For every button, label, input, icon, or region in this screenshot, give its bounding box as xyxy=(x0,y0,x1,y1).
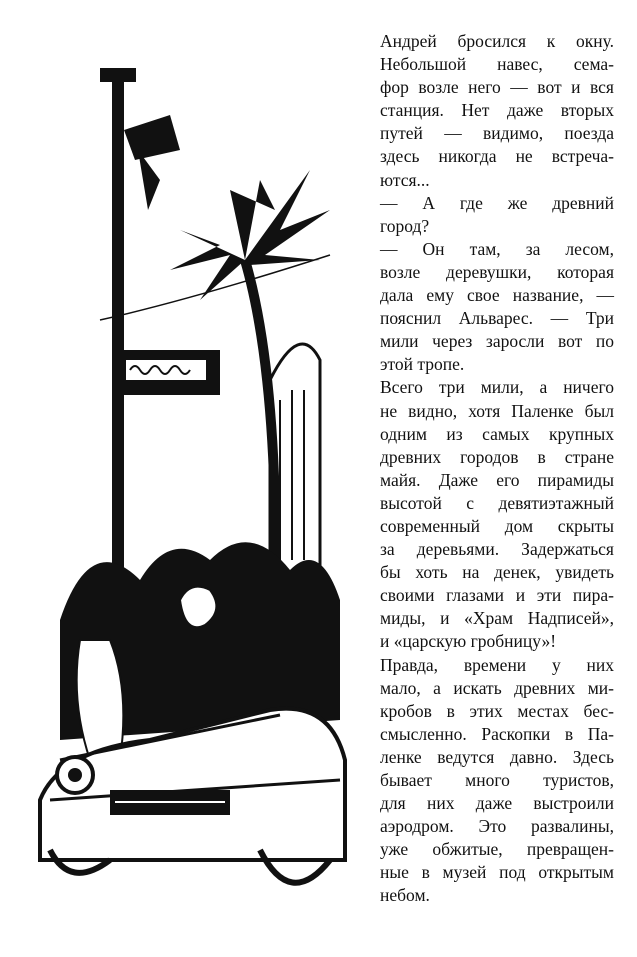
text-line: бывает много туристов, xyxy=(380,770,614,790)
text-line: пояснил Альварес. — Три xyxy=(380,308,614,329)
text-line: уже обжитые, превращен- xyxy=(380,839,614,860)
text-line: этой тропе. xyxy=(380,354,465,375)
paragraph xyxy=(354,192,614,238)
text-line: мили через заросли вот по xyxy=(380,331,614,352)
text-line: ются... xyxy=(380,169,430,190)
text-line: не видно, хотя Паленке был xyxy=(380,400,614,421)
paragraph xyxy=(354,376,614,653)
text-line: Правда, времени у них xyxy=(380,654,614,675)
text-line: кробов в этих местах бес- xyxy=(380,700,614,721)
text-line: возле деревушки, которая xyxy=(380,261,614,282)
body-text xyxy=(354,30,614,908)
text-line: Андрей бросился к окну. xyxy=(380,31,614,51)
text-line: фор возле него — вот и вся xyxy=(380,77,614,98)
text-line: одним из самых крупных xyxy=(380,423,614,444)
text-line: город? xyxy=(380,215,430,236)
text-line: — Он там, за лесом, xyxy=(380,238,614,259)
text-line: для них даже выстроили xyxy=(380,793,614,814)
text-line: ные в музей под открытым xyxy=(380,862,614,883)
text-line: небом. xyxy=(380,885,430,906)
text-line: дала ему свое название, — xyxy=(380,285,614,306)
paragraph xyxy=(354,238,614,377)
text-line: — А где же древний xyxy=(380,192,614,213)
text-line: станция. Нет даже вторых xyxy=(380,100,614,121)
station-illustration xyxy=(30,60,350,920)
paragraph xyxy=(354,30,614,192)
text-line: современный дом скрыты xyxy=(380,515,614,536)
text-line: высотой с девятиэтажный xyxy=(380,492,614,513)
text-line: Всего три мили, а ничего xyxy=(380,377,614,398)
text-line: своими глазами и эти пира- xyxy=(380,585,614,606)
text-line: ленке ведутся давно. Здесь xyxy=(380,746,614,767)
text-line: путей — видимо, поезда xyxy=(380,123,614,144)
text-line: здесь никогда не встреча- xyxy=(380,146,614,167)
text-line: мало, а искать древних ми- xyxy=(380,677,614,698)
text-line: древних городов в стране xyxy=(380,446,614,467)
text-line: аэродром. Это развалины, xyxy=(380,816,614,837)
text-line: и «царскую гробницу»! xyxy=(380,631,557,652)
text-line: Небольшой навес, сема- xyxy=(380,54,614,75)
text-line: майя. Даже его пирамиды xyxy=(380,469,614,490)
text-line: бы хоть на денек, увидеть xyxy=(380,562,614,583)
paragraph xyxy=(354,654,614,908)
text-line: смысленно. Раскопки в Па- xyxy=(380,723,614,744)
text-line: за деревьями. Задержаться xyxy=(380,539,614,560)
text-line: миды, и «Храм Надписей», xyxy=(380,608,614,629)
